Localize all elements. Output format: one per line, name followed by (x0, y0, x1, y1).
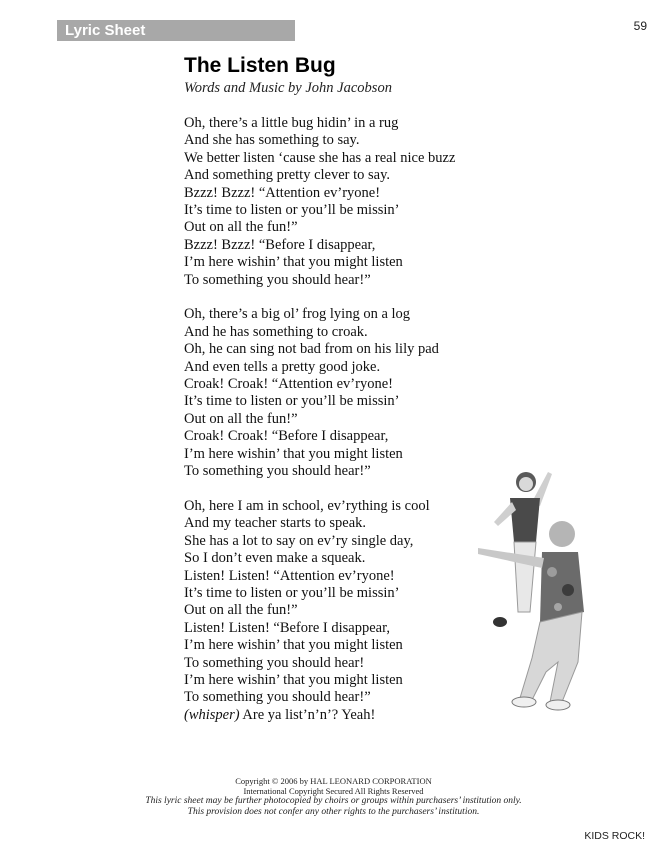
section-tab (57, 20, 295, 41)
lyric-line: So I don’t even make a squeak. (184, 550, 366, 567)
lyric-line: Out on all the fun!” (184, 219, 298, 236)
song-credit: Words and Music by John Jacobson (184, 80, 392, 96)
girl-shoe (493, 617, 507, 627)
girl-shirt (510, 498, 540, 542)
lyric-line: Croak! Croak! “Attention ev’ryone! (184, 376, 393, 393)
lyric-line: Oh, here I am in school, ev’rything is cool (184, 497, 430, 514)
lyric-line: Oh, there’s a big ol’ frog lying on a log (184, 306, 411, 323)
lyric-line: We better listen ‘cause she has a real nice buzz (184, 149, 456, 166)
lyric-line: To something you should hear!” (184, 463, 371, 480)
lyric-line: Bzzz! Bzzz! “Attention ev’ryone! (184, 184, 381, 201)
lyric-line: Listen! Listen! “Attention ev’ryone! (184, 567, 395, 584)
provision-notice: This provision does not confer any other rights to the purchasers’ institution. (187, 807, 480, 817)
song-title: The Listen Bug (184, 54, 336, 77)
brand-label: KIDS ROCK! (584, 830, 645, 842)
lyrics (184, 115, 504, 742)
lyric-line: Oh, there’s a little bug hidin’ in a rug (184, 115, 399, 131)
boy-shoe-left (512, 697, 536, 707)
section-tab-label: Lyric Sheet (65, 22, 146, 39)
lyric-line: I’m here wishin’ that you might listen (184, 254, 403, 271)
lyric-line: Out on all the fun!” (184, 410, 298, 427)
lyric-line: And something pretty clever to say. (184, 167, 391, 184)
rights-line: International Copyright Secured All Rights Reserved (243, 786, 424, 796)
lyric-line: To something you should hear! (184, 654, 365, 671)
lyric-line: Croak! Croak! “Before I disappear, (184, 428, 389, 445)
lyric-line: To something you should hear!” (184, 271, 371, 288)
page-number: 59 (633, 19, 647, 33)
girl-face (519, 477, 533, 491)
boy-hawaiian-shirt (540, 552, 584, 622)
stanza-2 (184, 306, 504, 480)
copyright-line: Copyright © 2006 by HAL LEONARD CORPORATION (235, 776, 432, 786)
shirt-pattern (547, 567, 557, 577)
final-lyric-text: Are ya list’n’n’? Yeah! (239, 706, 376, 723)
lyric-line-final (184, 707, 504, 724)
lyric-line: Out on all the fun!” (184, 602, 298, 619)
photocopy-notice: This lyric sheet may be further photocopied by choirs or groups within purchasers’ institution only. (145, 796, 522, 806)
lyric-line: I’m here wishin’ that you might listen (184, 445, 403, 462)
lyric-line: Oh, he can sing not bad from on his lily pad (184, 341, 439, 358)
lyric-line: And my teacher starts to speak. (184, 515, 367, 532)
lyric-line: Listen! Listen! “Before I disappear, (184, 619, 390, 636)
whisper-direction: (whisper) (184, 706, 240, 723)
boy-head (549, 521, 575, 547)
boy-shorts-legs (520, 612, 582, 702)
lyric-line: And even tells a pretty good joke. (184, 358, 381, 375)
lyric-line: It’s time to listen or you’ll be missin’ (184, 202, 400, 219)
lyric-line: It’s time to listen or you’ll be missin’ (184, 393, 400, 410)
stanza-1 (184, 115, 504, 289)
lyric-line: Bzzz! Bzzz! “Before I disappear, (184, 236, 376, 253)
shirt-pattern (562, 584, 574, 596)
copyright-footer (0, 776, 667, 818)
stanza-3 (184, 498, 504, 724)
lyric-line: And she has something to say. (184, 132, 360, 149)
boy-shoe-right (546, 700, 570, 710)
shirt-pattern (554, 603, 562, 611)
lyric-line: She has a lot to say on ev’ry single day, (184, 532, 414, 549)
lyric-line: I’m here wishin’ that you might listen (184, 637, 403, 654)
lyric-line: To something you should hear!” (184, 689, 371, 706)
lyric-line: I’m here wishin’ that you might listen (184, 671, 403, 688)
lyric-line: It’s time to listen or you’ll be missin’ (184, 584, 400, 601)
lyric-line: And he has something to croak. (184, 323, 368, 340)
dancing-kids-photo (470, 462, 590, 712)
girl-pants (514, 542, 536, 612)
